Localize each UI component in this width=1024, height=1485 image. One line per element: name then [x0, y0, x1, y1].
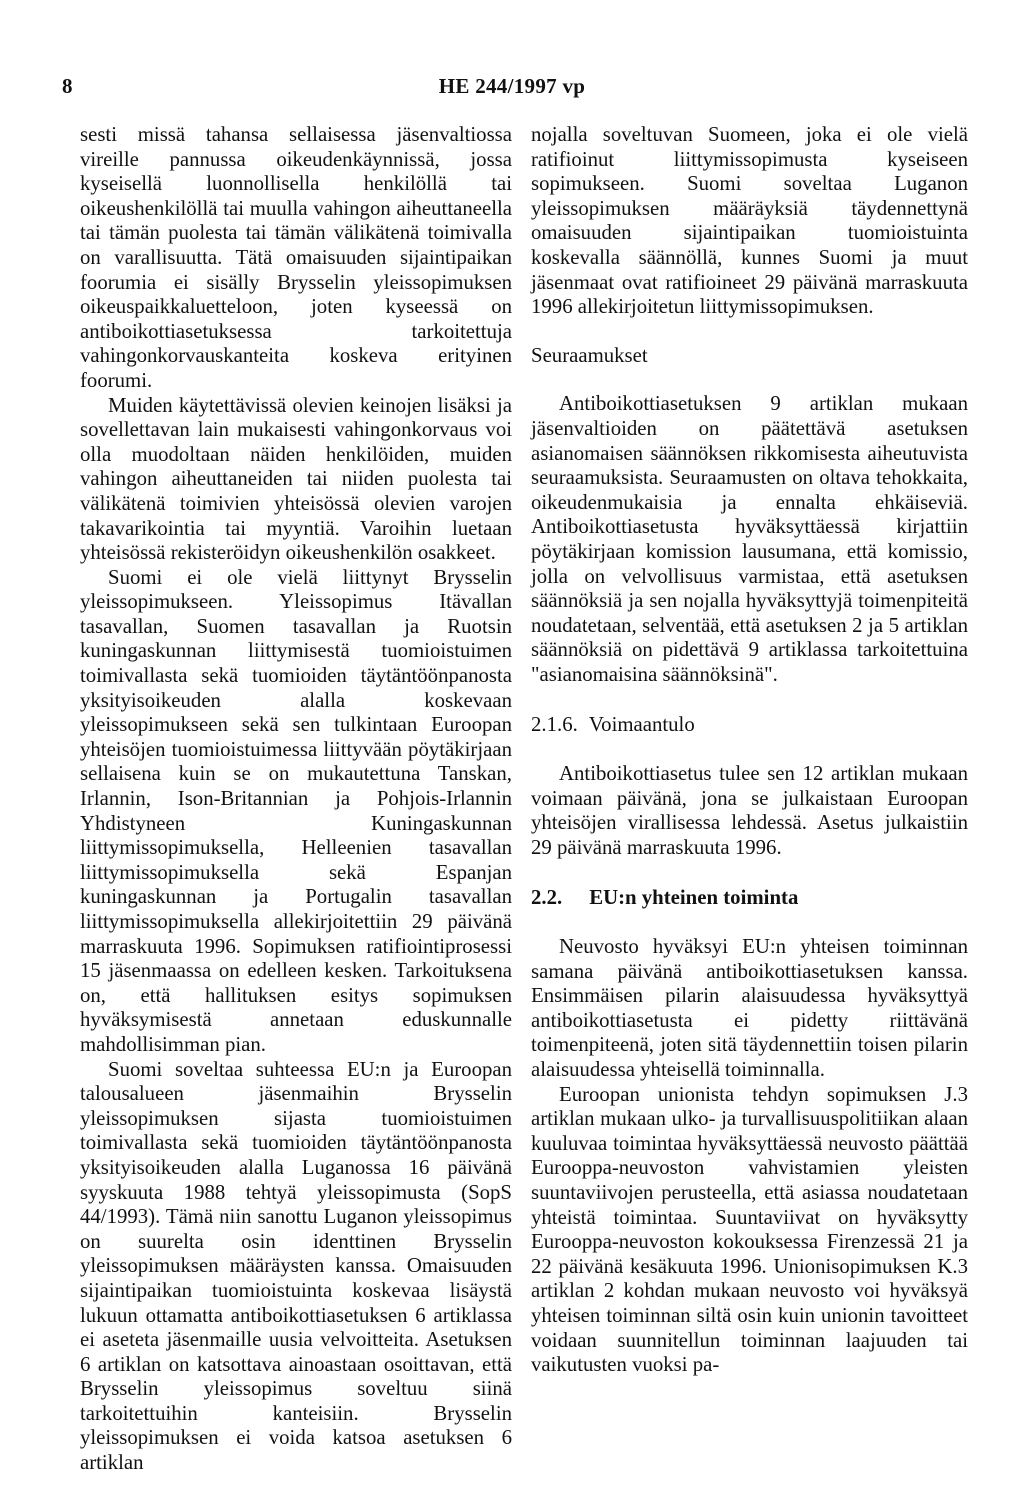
paragraph: Euroopan unionista tehdyn sopimuksen J.3 artiklan mukaan ulko- ja turvallisuuspolitiikan alaan kuuluvaa toimintaa hyväksyttäessä neuvosto päättää Eurooppa-neuvoston vahvistamien yleisten suuntaviivojen perusteella, että asiassa noudatetaan yhteistä toimintaa. Suuntaviivat on hyväksytty Eurooppa-neuvoston kokouksessa Firenzessä 21 ja 22 päivänä kesäkuuta 1996. Unionisopimuksen K.3 artiklan 2 kohdan mukaan neuvosto voi hyväksyä yhteisen toiminnan siltä osin kuin unionin tavoitteet voidaan suunnitellun toiminnan laajuuden tai vaikutusten vuoksi pa-	[531, 1082, 968, 1377]
left-column	[80, 123, 512, 1476]
section-title: Voimaantulo	[588, 713, 695, 737]
paragraph: Neuvosto hyväksyi EU:n yhteisen toiminnan samana päivänä antiboikottiasetuksen kanssa. Ensimmäisen pilarin alaisuudessa hyväksyttyä antiboikottiasetusta ei pidetty riittävänä toimenpiteenä, joten sitä täydennettiin toisen pilarin alaisuudessa yhteisellä toiminnalla.	[531, 935, 968, 1081]
running-title: HE 244/1997 vp	[438, 74, 586, 98]
paragraph: Muiden käytettävissä olevien keinojen lisäksi ja sovellettavan lain mukaisesti vahingonkorvaus voi olla muodoltaan näiden henkilöiden, muiden vahingon aiheuttaneiden tai niiden puolesta tai välikätenä toimivien yhteisössä olevien varojen takavarikointia tai myyntiä. Varoihin luetaan yhteisössä rekisteröidyn oikeushenkilön osakkeet.	[80, 393, 512, 565]
paragraph: Suomi ei ole vielä liittynyt Brysselin yleissopimukseen. Yleissopimus Itävallan tasavallan, Suomen tasavallan ja Ruotsin kuningaskunnan liittymisestä tuomioistuimen toimivallasta sekä tuomioiden täytäntöönpanosta yksityisoikeuden alalla koskevaan yleissopimukseen sekä sen tulkintaan Euroopan yhteisöjen tuomioistuimessa liittyvään pöytäkirjaan sellaisena kuin se on mukautettuna Tanskan, Irlannin, Ison-Britannian ja Pohjois-Irlannin Yhdistyneen Kuningaskunnan liittymissopimuksella, Helleenien tasavallan liittymissopimuksella sekä Espanjan kuningaskunnan ja Portugalin tasavallan liittymissopimuksella allekirjoitettiin 29 päivänä marraskuuta 1996. Sopimuksen ratifiointiprosessi 15 jäsenmaassa on edelleen kesken. Tarkoituksena on, että hallituksen esitys sopimuksen hyväksymisestä annetaan eduskunnalle mahdollisimman pian.	[80, 565, 512, 1056]
section-number: 2.1.6.	[531, 713, 578, 737]
section-heading-yhteinen-toiminta	[531, 886, 968, 911]
section-title: EU:n yhteinen toiminta	[589, 886, 799, 910]
section-heading-voimaantulo	[531, 713, 968, 738]
page-number: 8	[62, 74, 73, 98]
right-column	[531, 123, 968, 1378]
paragraph: Antiboikottiasetus tulee sen 12 artiklan mukaan voimaan päivänä, jona se julkaistaan Euroopan yhteisöjen virallisessa lehdessä. Asetus julkaistiin 29 päivänä marraskuuta 1996.	[531, 762, 968, 859]
paragraph: Suomi soveltaa suhteessa EU:n ja Euroopan talousalueen jäsenmaihin Brysselin yleissopimuksen sijasta tuomioistuimen toimivallasta sekä tuomioiden täytäntöönpanosta yksityisoikeuden alalla Luganossa 16 päivänä syyskuuta 1988 tehtyä yleissopimusta (SopS 44/1993). Tämä niin sanottu Luganon yleissopimus on suurelta osin identtinen Brysselin yleissopimuksen määräysten kanssa. Omaisuuden sijaintipaikan tuomioistuinta koskevaa lisäystä lukuun ottamatta antiboikottiasetuksen 6 artiklassa ei aseteta jäsenmaille uusia velvoitteita. Asetuksen 6 artiklan on katsottava ainoastaan osoittavan, että Brysselin yleissopimus soveltuu siinä tarkoitettuihin kanteisiin. Brysselin yleissopimuksen ei voida katsoa asetuksen 6 artiklan	[80, 1057, 512, 1475]
paragraph: Antiboikottiasetuksen 9 artiklan mukaan jäsenvaltioiden on päätettävä asetuksen asianomaisen säännöksen rikkomisesta aiheutuvista seuraamuksista. Seuraamusten on oltava tehokkaita, oikeudenmukaisia ja ennalta ehkäiseviä. Antiboikottiasetusta hyväksyttäessä kirjattiin pöytäkirjaan komission lausumana, että komissio, jolla on velvollisuus varmistaa, että asetuksen säännöksiä ja sen nojalla hyväksyttyjä toimenpiteitä noudatetaan, selventää, että asetuksen 2 ja 5 artiklan säännöksiä on pidettävä 9 artiklassa tarkoitettuina "asianomaisina säännöksinä".	[531, 392, 968, 686]
section-heading-seuraamukset	[531, 344, 968, 369]
section-title: Seuraamukset	[531, 343, 648, 367]
section-number: 2.2.	[531, 886, 563, 910]
paragraph: nojalla soveltuvan Suomeen, joka ei ole vielä ratifioinut liittymissopimusta kyseiseen sopimukseen. Suomi soveltaa Luganon yleissopimuksen määräyksiä täydennettynä omaisuuden sijaintipaikan tuomioistuinta koskevalla säännöllä, kunnes Suomi ja muut jäsenmaat ovat ratifioineet 29 päivänä marraskuuta 1996 allekirjoitetun liittymissopimuksen.	[531, 123, 968, 319]
paragraph: sesti missä tahansa sellaisessa jäsenvaltiossa vireille pannussa oikeudenkäynnissä, jossa kyseisellä luonnollisella henkilöllä tai oikeushenkilöllä tai muulla vahingon aiheuttaneella tai tämän puolesta tai tämän välikätenä toimivalla on varallisuutta. Tätä omaisuuden sijaintipaikan foorumia ei sisälly Brysselin yleissopimuksen oikeuspaikkaluetteloon, joten kyseessä on antiboikottiasetuksessa tarkoitettuja vahingonkorvauskanteita koskeva erityinen foorumi.	[80, 123, 512, 392]
